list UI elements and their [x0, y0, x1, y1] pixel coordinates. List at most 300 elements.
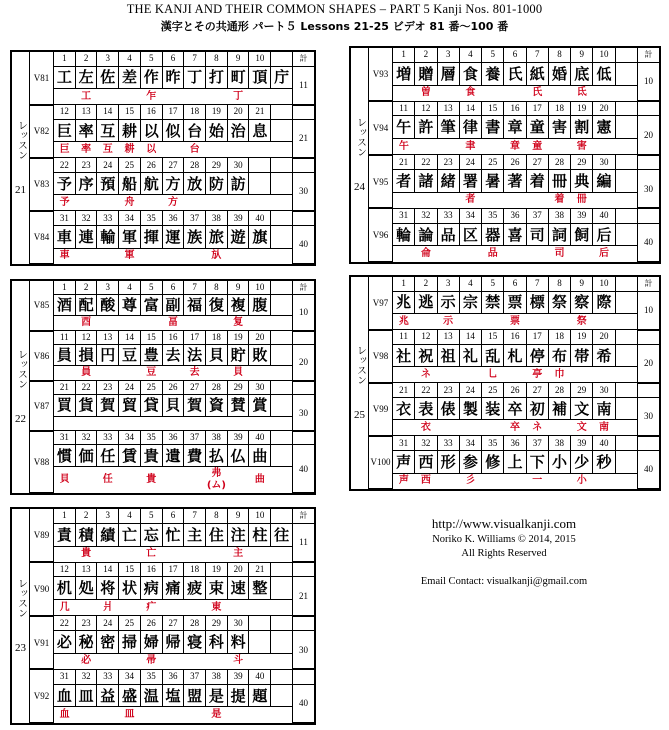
kanji-cell: 忙 — [162, 523, 184, 546]
common-shape — [119, 316, 141, 331]
kanji-number: 30 — [249, 381, 271, 395]
email-contact[interactable]: Email Contact: visualkanji@gmail.com — [420, 576, 588, 587]
kanji-cell: 氏 — [504, 62, 526, 85]
kanji-number: 38 — [548, 436, 570, 451]
kanji-number: 6 — [162, 52, 184, 67]
lesson-label: レッスン — [15, 348, 27, 389]
kanji-cell: 積 — [75, 523, 97, 546]
kanji-cell — [615, 291, 637, 314]
kanji-cell — [249, 631, 271, 654]
common-shape — [526, 246, 548, 262]
kanji-number: 31 — [393, 208, 415, 223]
kanji-cell: 布 — [548, 344, 570, 367]
video-label[interactable]: V96 — [369, 208, 393, 262]
kanji-cell: 整 — [249, 577, 271, 600]
kanji-number: 18 — [548, 101, 570, 116]
kanji-cell: 南 — [593, 397, 615, 420]
kanji-cell: 割 — [571, 116, 593, 139]
kanji-cell: 律 — [459, 116, 481, 139]
video-label[interactable]: V84 — [30, 211, 54, 264]
common-shape: 帚 — [140, 653, 162, 669]
lesson-number: 22 — [15, 412, 26, 425]
common-shape — [615, 139, 637, 155]
common-shape — [459, 367, 481, 383]
kanji-cell: 豊 — [140, 345, 162, 366]
kanji-cell: 机 — [54, 577, 76, 600]
total-header — [638, 155, 660, 170]
kanji-cell: 益 — [97, 684, 119, 707]
kanji-cell — [615, 170, 637, 193]
kanji-number: 11 — [54, 331, 76, 345]
kanji-cell: 后 — [593, 223, 615, 246]
common-shape — [119, 366, 141, 381]
kanji-cell: 打 — [206, 66, 228, 89]
row-total: 30 — [293, 395, 315, 431]
kanji-number: 17 — [162, 105, 184, 120]
kanji-cell: 憲 — [593, 116, 615, 139]
common-shape: 文 — [571, 420, 593, 436]
kanji-cell: 西 — [415, 450, 437, 473]
video-label[interactable]: V91 — [30, 616, 54, 670]
kanji-cell: 者 — [393, 170, 415, 193]
kanji-number: 37 — [184, 431, 206, 445]
kanji-cell: 注 — [227, 523, 249, 546]
kanji-cell — [615, 223, 637, 246]
common-shape — [548, 314, 570, 330]
kanji-number: 20 — [249, 331, 271, 345]
common-shape — [437, 85, 459, 101]
kanji-number: 17 — [162, 562, 184, 577]
kanji-number: 10 — [593, 48, 615, 63]
video-label[interactable]: V85 — [30, 281, 54, 331]
total-header: 計 — [638, 277, 660, 292]
kanji-cell: 慣 — [54, 445, 76, 466]
kanji-cell: 輪 — [393, 223, 415, 246]
common-shape — [249, 195, 271, 211]
video-label[interactable]: V82 — [30, 105, 54, 158]
common-shape — [393, 246, 415, 262]
row-total: 21 — [293, 119, 315, 157]
kanji-cell: 底 — [571, 62, 593, 85]
kanji-number: 21 — [393, 383, 415, 398]
kanji-number: 21 — [249, 562, 271, 577]
common-shape — [97, 195, 119, 211]
kanji-cell: 福 — [184, 294, 206, 315]
video-label[interactable]: V83 — [30, 158, 54, 211]
common-shape — [184, 195, 206, 211]
kanji-number — [615, 277, 637, 292]
common-shape: 斗 — [227, 653, 249, 669]
total-header — [293, 158, 315, 173]
kanji-number — [271, 105, 293, 120]
kanji-cell: 温 — [140, 684, 162, 707]
kanji-cell: 婦 — [140, 631, 162, 654]
kanji-cell: 複 — [227, 294, 249, 315]
kanji-number: 34 — [119, 211, 141, 226]
kanji-number: 39 — [227, 431, 249, 445]
kanji-cell: 貿 — [119, 395, 141, 416]
common-shape: 童 — [526, 139, 548, 155]
kanji-cell: 預 — [97, 172, 119, 195]
kanji-cell: 工 — [54, 66, 76, 89]
common-shape — [459, 246, 481, 262]
common-shape — [206, 546, 228, 562]
common-shape — [75, 466, 97, 493]
kanji-cell — [271, 345, 293, 366]
common-shape: 軍 — [119, 248, 141, 264]
kanji-number: 40 — [249, 211, 271, 226]
kanji-cell: 逃 — [415, 291, 437, 314]
page-title: THE KANJI AND THEIR COMMON SHAPES – PART 5 Kanji Nos. 801-1000 — [126, 2, 543, 16]
kanji-cell: 貴 — [140, 445, 162, 466]
common-shape: 乍 — [140, 89, 162, 105]
common-shape — [571, 367, 593, 383]
common-shape — [206, 416, 228, 431]
video-label[interactable]: V95 — [369, 155, 393, 209]
kanji-number: 2 — [75, 281, 97, 295]
kanji-number: 5 — [140, 509, 162, 524]
kanji-cell: 票 — [504, 291, 526, 314]
common-shape — [548, 420, 570, 436]
video-label[interactable]: V81 — [30, 52, 54, 105]
common-shape — [504, 192, 526, 208]
row-total: 11 — [293, 523, 315, 562]
kanji-cell: 柱 — [249, 523, 271, 546]
common-shape: 氐 — [571, 85, 593, 101]
kanji-table — [11, 508, 315, 724]
common-shape — [504, 367, 526, 383]
kanji-number: 26 — [504, 383, 526, 398]
kanji-number: 24 — [459, 383, 481, 398]
kanji-cell: 敗 — [249, 345, 271, 366]
common-shape — [162, 707, 184, 723]
kanji-cell: 員 — [54, 345, 76, 366]
common-shape — [437, 246, 459, 262]
kanji-number: 9 — [571, 277, 593, 292]
common-shape — [140, 195, 162, 211]
video-label[interactable]: V94 — [369, 101, 393, 155]
kanji-number: 35 — [482, 436, 504, 451]
kanji-cell: 運 — [162, 225, 184, 248]
kanji-number: 16 — [504, 330, 526, 345]
common-shape: 曽 — [415, 85, 437, 101]
kanji-cell: 始 — [206, 119, 228, 142]
kanji-cell: 忘 — [140, 523, 162, 546]
common-shape — [184, 600, 206, 616]
kanji-number: 11 — [393, 101, 415, 116]
common-shape: 貴 — [140, 466, 162, 493]
kanji-number: 24 — [459, 155, 481, 170]
kanji-number: 4 — [119, 52, 141, 67]
kanji-cell — [271, 294, 293, 315]
common-shape — [482, 473, 504, 489]
kanji-number: 32 — [75, 211, 97, 226]
kanji-number: 23 — [437, 383, 459, 398]
video-label[interactable]: V86 — [30, 331, 54, 381]
kanji-number: 22 — [415, 155, 437, 170]
common-shape — [227, 416, 249, 431]
kanji-number: 3 — [97, 281, 119, 295]
total-header: 計 — [638, 48, 660, 63]
kanji-number: 16 — [140, 562, 162, 577]
common-shape: 耕 — [119, 142, 141, 158]
total-header — [638, 101, 660, 116]
common-shape — [140, 248, 162, 264]
common-shape: 西 — [415, 473, 437, 489]
kanji-cell: 区 — [459, 223, 481, 246]
common-shape — [54, 89, 76, 105]
row-total: 40 — [293, 225, 315, 264]
kanji-cell: 酸 — [97, 294, 119, 315]
common-shape: 是 — [206, 707, 228, 723]
kanji-cell: 俵 — [437, 397, 459, 420]
kanji-cell: 頂 — [249, 66, 271, 89]
common-shape — [437, 139, 459, 155]
kanji-cell: 筆 — [437, 116, 459, 139]
kanji-number: 25 — [482, 155, 504, 170]
kanji-cell: 声 — [393, 450, 415, 473]
kanji-number: 10 — [593, 277, 615, 292]
kanji-cell: 停 — [526, 344, 548, 367]
common-shape — [119, 89, 141, 105]
common-shape — [437, 367, 459, 383]
kanji-number: 21 — [249, 105, 271, 120]
kanji-cell: 治 — [227, 119, 249, 142]
kanji-number: 1 — [54, 52, 76, 67]
kanji-number — [271, 431, 293, 445]
common-shape — [54, 416, 76, 431]
kanji-cell: 左 — [75, 66, 97, 89]
kanji-cell: 希 — [593, 344, 615, 367]
common-shape — [271, 316, 293, 331]
kanji-cell: 配 — [75, 294, 97, 315]
page-subtitle: 漢字とその共通形 パート５ Lessons 21-25 ビデオ 81 番〜100 番 — [160, 20, 509, 33]
common-shape — [615, 192, 637, 208]
kanji-number: 29 — [571, 155, 593, 170]
row-total: 40 — [293, 445, 315, 493]
kanji-cell: 仏 — [227, 445, 249, 466]
kanji-number — [271, 281, 293, 295]
kanji-number — [615, 330, 637, 345]
video-label[interactable]: V99 — [369, 383, 393, 436]
lesson-number: 25 — [354, 408, 365, 421]
common-shape — [184, 316, 206, 331]
kanji-cell: 賛 — [227, 395, 249, 416]
kanji-cell — [615, 344, 637, 367]
kanji-cell: 緒 — [437, 170, 459, 193]
kanji-cell: 遺 — [162, 445, 184, 466]
kanji-cell: 丁 — [184, 66, 206, 89]
kanji-number: 13 — [437, 330, 459, 345]
kanji-cell: 塩 — [162, 684, 184, 707]
kanji-cell: 価 — [75, 445, 97, 466]
kanji-number — [271, 211, 293, 226]
video-label[interactable]: V100 — [369, 436, 393, 489]
kanji-cell — [271, 172, 293, 195]
common-shape — [184, 89, 206, 105]
common-shape — [184, 546, 206, 562]
video-label[interactable]: V89 — [30, 509, 54, 563]
kanji-number: 30 — [593, 383, 615, 398]
kanji-cell: 費 — [184, 445, 206, 466]
common-shape — [206, 142, 228, 158]
row-total: 40 — [638, 223, 660, 262]
video-label[interactable]: V87 — [30, 381, 54, 431]
common-shape — [162, 142, 184, 158]
video-label[interactable]: V88 — [30, 431, 54, 493]
kanji-cell: 方 — [162, 172, 184, 195]
common-shape: 疒 — [140, 600, 162, 616]
common-shape — [97, 366, 119, 381]
common-shape: 品 — [482, 246, 504, 262]
kanji-number: 25 — [482, 383, 504, 398]
kanji-cell: 小 — [548, 450, 570, 473]
kanji-cell: 章 — [504, 116, 526, 139]
kanji-cell: 修 — [482, 450, 504, 473]
kanji-cell: 書 — [482, 116, 504, 139]
kanji-number: 32 — [75, 669, 97, 684]
lesson-block — [10, 50, 316, 266]
kanji-number: 15 — [482, 330, 504, 345]
video-label[interactable]: V93 — [369, 48, 393, 102]
common-shape: 以 — [140, 142, 162, 158]
kanji-cell — [271, 119, 293, 142]
kanji-cell: 祖 — [437, 344, 459, 367]
common-shape — [140, 316, 162, 331]
kanji-number: 28 — [206, 381, 228, 395]
kanji-number — [249, 158, 271, 173]
kanji-cell: 秘 — [75, 631, 97, 654]
kanji-cell: 豆 — [119, 345, 141, 366]
kanji-cell: 器 — [482, 223, 504, 246]
kanji-number: 5 — [482, 48, 504, 63]
kanji-cell: 祭 — [548, 291, 570, 314]
common-shape — [393, 85, 415, 101]
common-shape: 票 — [504, 314, 526, 330]
common-shape: 一 — [526, 473, 548, 489]
common-shape: 食 — [459, 85, 481, 101]
common-shape: 卒 — [504, 420, 526, 436]
lesson-block — [10, 279, 316, 495]
kanji-cell: 円 — [97, 345, 119, 366]
common-shape — [249, 653, 271, 669]
video-label[interactable]: V92 — [30, 669, 54, 723]
kanji-cell: 札 — [504, 344, 526, 367]
kanji-number: 32 — [415, 208, 437, 223]
common-shape — [97, 316, 119, 331]
kanji-number: 7 — [526, 48, 548, 63]
common-shape — [75, 195, 97, 211]
kanji-number: 15 — [119, 105, 141, 120]
common-shape: 㫃 — [206, 248, 228, 264]
lesson-label: レッスン — [354, 344, 366, 385]
kanji-cell: 社 — [393, 344, 415, 367]
kanji-number: 33 — [437, 208, 459, 223]
kanji-cell: 必 — [54, 631, 76, 654]
common-shape — [615, 314, 637, 330]
kanji-number: 26 — [140, 616, 162, 631]
kanji-cell: 礼 — [459, 344, 481, 367]
kanji-number: 4 — [119, 281, 141, 295]
common-shape — [271, 546, 293, 562]
kanji-number — [271, 669, 293, 684]
kanji-cell: 損 — [75, 345, 97, 366]
common-shape — [227, 142, 249, 158]
kanji-cell: 下 — [526, 450, 548, 473]
common-shape — [593, 85, 615, 101]
common-shape — [119, 653, 141, 669]
kanji-number: 28 — [548, 383, 570, 398]
common-shape: 任 — [97, 466, 119, 493]
kanji-cell: 買 — [54, 395, 76, 416]
common-shape: 主 — [227, 546, 249, 562]
common-shape — [482, 85, 504, 101]
kanji-number: 23 — [75, 158, 97, 173]
kanji-cell: 少 — [571, 450, 593, 473]
common-shape — [271, 707, 293, 723]
common-shape — [482, 420, 504, 436]
common-shape — [615, 367, 637, 383]
kanji-cell: 編 — [593, 170, 615, 193]
lesson-label: レッスン — [15, 577, 27, 618]
kanji-cell: 速 — [227, 577, 249, 600]
video-label[interactable]: V90 — [30, 562, 54, 616]
website-link[interactable]: http://www.visualkanji.com — [431, 516, 577, 531]
lesson-label-cell — [12, 52, 30, 265]
common-shape — [548, 473, 570, 489]
lesson-number: 21 — [15, 183, 26, 196]
common-shape: 害 — [571, 139, 593, 155]
common-shape: 衣 — [415, 420, 437, 436]
kanji-cell: 盛 — [119, 684, 141, 707]
kanji-cell: 帯 — [571, 344, 593, 367]
kanji-cell: 貝 — [162, 395, 184, 416]
common-shape — [437, 192, 459, 208]
video-label[interactable]: V97 — [369, 277, 393, 330]
kanji-cell: 署 — [459, 170, 481, 193]
common-shape: 亡 — [140, 546, 162, 562]
kanji-number: 7 — [184, 281, 206, 295]
kanji-number: 12 — [415, 330, 437, 345]
kanji-number: 37 — [526, 208, 548, 223]
common-shape: 方 — [162, 195, 184, 211]
kanji-cell: 食 — [459, 62, 481, 85]
kanji-number: 35 — [140, 211, 162, 226]
common-shape — [206, 653, 228, 669]
video-label[interactable]: V98 — [369, 330, 393, 383]
kanji-number: 5 — [482, 277, 504, 292]
common-shape — [162, 89, 184, 105]
common-shape — [593, 473, 615, 489]
kanji-number: 6 — [504, 48, 526, 63]
kanji-number: 18 — [184, 562, 206, 577]
kanji-cell: 着 — [526, 170, 548, 193]
kanji-number: 22 — [54, 616, 76, 631]
kanji-number: 15 — [140, 331, 162, 345]
kanji-cell: 表 — [415, 397, 437, 420]
kanji-cell: 以 — [140, 119, 162, 142]
kanji-number: 28 — [184, 616, 206, 631]
lesson-label: レッスン — [354, 116, 366, 157]
kanji-number: 7 — [184, 52, 206, 67]
common-shape — [184, 466, 206, 493]
common-shape: 畐 — [162, 316, 184, 331]
common-shape — [393, 192, 415, 208]
kanji-cell — [271, 631, 293, 654]
common-shape — [271, 248, 293, 264]
kanji-cell: 往 — [271, 523, 293, 546]
common-shape: 声 — [393, 473, 415, 489]
